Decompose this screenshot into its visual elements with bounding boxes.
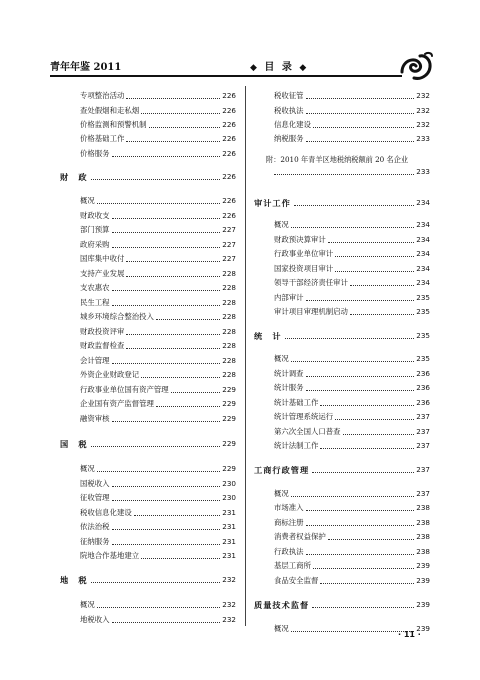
section-heading-text: 财 政 <box>60 172 88 182</box>
toc-entry <box>274 517 430 529</box>
dot-leader <box>285 338 415 339</box>
dot-leader <box>149 127 221 128</box>
entry-title: 统计管理系统运行 <box>274 412 334 421</box>
toc-entry <box>80 340 236 352</box>
toc-section-heading <box>254 330 430 342</box>
entry-title: 概况 <box>80 196 95 205</box>
dot-leader <box>320 583 414 584</box>
dot-leader <box>112 290 221 291</box>
entry-page-number: 227 <box>222 225 236 234</box>
section-title-block <box>250 58 308 73</box>
toc-entry <box>274 575 430 587</box>
entry-page-number: 234 <box>416 220 430 229</box>
dot-leader <box>112 622 221 623</box>
entry-page-number: 229 <box>222 464 236 473</box>
toc-entry <box>274 105 430 117</box>
entry-title: 信息化建设 <box>274 120 311 129</box>
toc-entry <box>80 253 236 265</box>
entry-title: 财政收支 <box>80 211 110 220</box>
toc-entry <box>80 463 236 475</box>
toc-section-heading <box>60 171 236 183</box>
toc-section-heading <box>254 464 430 476</box>
dot-leader <box>291 227 414 228</box>
entry-title: 价格基础工作 <box>80 134 125 143</box>
dot-leader <box>156 406 220 407</box>
entry-title: 纳税服务 <box>274 134 304 143</box>
dot-leader <box>350 285 414 286</box>
toc-entry <box>80 90 236 102</box>
dot-leader <box>112 421 221 422</box>
toc-entry <box>80 413 236 425</box>
entry-title: 院地合作基地建立 <box>80 551 140 560</box>
entry-title: 财政监督检查 <box>80 341 125 350</box>
entry-title: 统计服务 <box>274 383 304 392</box>
entry-title: 市场准入 <box>274 503 304 512</box>
toc-entry <box>80 119 236 131</box>
entry-page-number: 232 <box>416 106 430 115</box>
entry-page-number: 228 <box>222 269 236 278</box>
toc-entry <box>80 195 236 207</box>
entry-title: 地税收入 <box>80 615 110 624</box>
entry-title: 审计项目审理机制启动 <box>274 307 348 316</box>
entry-title: 民生工程 <box>80 298 110 307</box>
dot-leader <box>328 242 415 243</box>
dot-leader <box>97 471 220 472</box>
toc-entry <box>80 355 236 367</box>
section-heading-text: 统 计 <box>254 331 282 341</box>
entry-title: 企业国有资产监督管理 <box>80 399 154 408</box>
entry-page-number: 239 <box>416 561 430 570</box>
dot-leader <box>156 319 220 320</box>
entry-title: 财政预决算审计 <box>274 235 326 244</box>
toc-entry <box>80 210 236 222</box>
toc-entry <box>80 239 236 251</box>
dot-leader <box>97 203 220 204</box>
dot-leader <box>274 174 414 175</box>
dot-leader <box>328 539 415 540</box>
toc-entry <box>80 297 236 309</box>
column-divider <box>245 86 246 626</box>
entry-page-number: 228 <box>222 298 236 307</box>
entry-page-number: 234 <box>416 264 430 273</box>
entry-page-number: 238 <box>416 532 430 541</box>
dot-leader <box>126 98 220 99</box>
dot-leader <box>141 558 220 559</box>
dot-leader <box>313 127 414 128</box>
entry-title: 政府采购 <box>80 240 110 249</box>
toc-entry <box>80 536 236 548</box>
dot-leader <box>112 156 221 157</box>
dot-leader <box>306 376 415 377</box>
entry-page-number: 231 <box>222 508 236 517</box>
dot-leader <box>126 261 220 262</box>
entry-title: 征纳服务 <box>80 537 110 546</box>
dot-leader <box>343 434 415 435</box>
dot-leader <box>126 348 220 349</box>
dot-leader <box>335 271 414 272</box>
section-heading-text: 审计工作 <box>254 198 291 208</box>
section-page-number: 229 <box>222 439 236 448</box>
entry-title: 概况 <box>274 354 289 363</box>
entry-page-number: 239 <box>416 624 430 633</box>
entry-title: 征收管理 <box>80 493 110 502</box>
entry-title: 税收执法 <box>274 106 304 115</box>
dot-leader <box>306 113 415 114</box>
toc-entry <box>80 521 236 533</box>
entry-page-number: 229 <box>222 399 236 408</box>
dot-leader <box>91 179 221 180</box>
dot-leader <box>112 500 221 501</box>
entry-page-number: 238 <box>416 503 430 512</box>
entry-title: 消费者权益保护 <box>274 532 326 541</box>
entry-title: 部门预算 <box>80 225 110 234</box>
dot-leader <box>291 361 414 362</box>
dot-leader <box>112 232 221 233</box>
entry-page-number: 231 <box>222 537 236 546</box>
entry-page-number: 228 <box>222 356 236 365</box>
dot-leader <box>171 392 221 393</box>
entry-page-number: 232 <box>416 120 430 129</box>
entry-title: 财政投资评审 <box>80 327 125 336</box>
section-page-number: 239 <box>416 600 430 609</box>
header-rule <box>50 75 402 77</box>
page-number: · 11 · <box>398 630 421 639</box>
entry-title: 支持产业发展 <box>80 269 125 278</box>
toc-entry <box>80 224 236 236</box>
entry-page-number: 229 <box>222 385 236 394</box>
toc-entry <box>274 546 430 558</box>
book-title: 青年年鉴 2011 <box>50 62 122 73</box>
diamond-right-icon: ◆ <box>299 63 309 73</box>
entry-title: 统计基础工作 <box>274 398 319 407</box>
dot-leader <box>112 305 221 306</box>
entry-page-number: 230 <box>222 493 236 502</box>
entry-page-number: 226 <box>222 91 236 100</box>
toc-entry <box>274 560 430 572</box>
dot-leader <box>350 314 414 315</box>
entry-page-number: 234 <box>416 235 430 244</box>
entry-title: 价格监测和预警机制 <box>80 120 147 129</box>
dot-leader <box>97 607 220 608</box>
toc-entry <box>80 492 236 504</box>
dot-leader <box>91 446 221 447</box>
entry-title: 城乡环境综合整治投入 <box>80 312 154 321</box>
toc-entry <box>274 277 430 289</box>
toc-entry <box>274 382 430 394</box>
entry-page-number: 226 <box>222 196 236 205</box>
dot-leader <box>112 247 221 248</box>
toc-entry <box>274 502 430 514</box>
toc-entry <box>274 119 430 131</box>
dot-leader <box>312 472 414 473</box>
entry-page-number: 226 <box>222 120 236 129</box>
entry-title: 第六次全国人口普查 <box>274 427 341 436</box>
entry-page-number: 236 <box>416 383 430 392</box>
entry-page-number: 236 <box>416 398 430 407</box>
entry-page-number: 232 <box>416 91 430 100</box>
entry-title: 专项整治活动 <box>80 91 125 100</box>
section-heading-text: 工商行政管理 <box>254 465 310 475</box>
toc-entry <box>80 105 236 117</box>
entry-page-number: 228 <box>222 370 236 379</box>
dot-leader <box>126 334 220 335</box>
entry-page-number: 231 <box>222 551 236 560</box>
section-page-number: 237 <box>416 465 430 474</box>
dot-leader <box>126 141 220 142</box>
toc-entry <box>274 219 430 231</box>
toc-appendix-note <box>266 154 430 178</box>
entry-title: 统计调查 <box>274 369 304 378</box>
section-page-number: 226 <box>222 172 236 181</box>
section-page-number: 234 <box>416 198 430 207</box>
appendix-note-text: 附：2010 年青羊区地税纳税额前 20 名企业 <box>266 155 409 164</box>
entry-page-number: 226 <box>222 211 236 220</box>
entry-page-number: 235 <box>416 293 430 302</box>
entry-page-number: 230 <box>222 479 236 488</box>
entry-title: 基层工商所 <box>274 561 311 570</box>
section-page-number: 235 <box>416 331 430 340</box>
section-heading-text: 国 税 <box>60 439 88 449</box>
toc-entry <box>274 90 430 102</box>
entry-title: 税收征管 <box>274 91 304 100</box>
toc-entry <box>274 234 430 246</box>
entry-page-number: 228 <box>222 327 236 336</box>
entry-page-number: 229 <box>222 414 236 423</box>
toc-entry <box>80 326 236 338</box>
swirl-logo-icon <box>398 50 434 84</box>
toc-entry <box>274 411 430 423</box>
toc-entry <box>80 599 236 611</box>
dot-leader <box>112 529 221 530</box>
toc-entry <box>274 353 430 365</box>
toc-entry <box>80 311 236 323</box>
entry-page-number: 228 <box>222 283 236 292</box>
entry-page-number: 236 <box>416 369 430 378</box>
dot-leader <box>335 419 414 420</box>
dot-leader <box>112 486 221 487</box>
entry-title: 行政执法 <box>274 547 304 556</box>
toc-entry <box>80 148 236 160</box>
entry-title: 概况 <box>274 220 289 229</box>
entry-page-number: 237 <box>416 427 430 436</box>
entry-page-number: 231 <box>222 522 236 531</box>
toc-entry <box>274 440 430 452</box>
diamond-left-icon: ◆ <box>250 63 259 73</box>
entry-title: 依法治税 <box>80 522 110 531</box>
dot-leader <box>320 448 414 449</box>
toc-entry <box>80 478 236 490</box>
toc-entry <box>80 282 236 294</box>
entry-title: 国库集中收付 <box>80 254 125 263</box>
entry-page-number: 233 <box>416 134 430 143</box>
toc-section-heading <box>254 197 430 209</box>
entry-page-number: 237 <box>416 489 430 498</box>
appendix-page-number: 233 <box>416 167 430 176</box>
dot-leader <box>141 377 220 378</box>
entry-page-number: 234 <box>416 278 430 287</box>
section-title: 目 录 <box>264 62 294 73</box>
toc-entry <box>80 133 236 145</box>
entry-title: 国税收入 <box>80 479 110 488</box>
section-page-number: 232 <box>222 575 236 584</box>
toc-entry <box>80 398 236 410</box>
dot-leader <box>306 525 415 526</box>
entry-title: 领导干部经济责任审计 <box>274 278 348 287</box>
dot-leader <box>294 205 415 206</box>
dot-leader <box>91 582 221 583</box>
entry-page-number: 235 <box>416 354 430 363</box>
entry-title: 价格服务 <box>80 149 110 158</box>
dot-leader <box>306 390 415 391</box>
entry-title: 概况 <box>80 600 95 609</box>
dot-leader <box>306 300 415 301</box>
toc-entry <box>274 263 430 275</box>
toc-entry <box>274 426 430 438</box>
entry-title: 概况 <box>274 489 289 498</box>
toc-entry <box>80 369 236 381</box>
entry-title: 行政事业单位审计 <box>274 249 334 258</box>
toc-entry <box>274 306 430 318</box>
dot-leader <box>335 256 414 257</box>
entry-page-number: 237 <box>416 441 430 450</box>
toc-section-heading <box>60 574 236 586</box>
toc-entry <box>274 531 430 543</box>
dot-leader <box>306 554 415 555</box>
dot-leader <box>141 113 220 114</box>
dot-leader <box>112 544 221 545</box>
toc-entry <box>80 614 236 626</box>
dot-leader <box>291 496 414 497</box>
entry-title: 会计管理 <box>80 356 110 365</box>
entry-title: 概况 <box>274 624 289 633</box>
entry-page-number: 239 <box>416 576 430 585</box>
dot-leader <box>112 218 221 219</box>
entry-title: 行政事业单位国有资产管理 <box>80 385 169 394</box>
entry-page-number: 227 <box>222 254 236 263</box>
entry-page-number: 227 <box>222 240 236 249</box>
entry-title: 食品安全监督 <box>274 576 319 585</box>
entry-page-number: 228 <box>222 312 236 321</box>
dot-leader <box>306 98 415 99</box>
toc-entry <box>80 550 236 562</box>
entry-page-number: 226 <box>222 134 236 143</box>
dot-leader <box>291 631 414 632</box>
entry-page-number: 226 <box>222 149 236 158</box>
entry-title: 外资企业财政登记 <box>80 370 140 379</box>
dot-leader <box>306 141 415 142</box>
toc-entry <box>80 507 236 519</box>
entry-title: 融资审核 <box>80 414 110 423</box>
entry-page-number: 232 <box>222 600 236 609</box>
toc-entry <box>274 397 430 409</box>
toc-entry <box>80 384 236 396</box>
entry-title: 商标注册 <box>274 518 304 527</box>
running-header <box>50 58 426 74</box>
entry-title: 统计法制工作 <box>274 441 319 450</box>
dot-leader <box>112 363 221 364</box>
toc-entry <box>80 268 236 280</box>
entry-title: 查处假烟和走私烟 <box>80 106 140 115</box>
toc-entry <box>274 488 430 500</box>
entry-page-number: 226 <box>222 106 236 115</box>
dot-leader <box>306 510 415 511</box>
section-heading-text: 质量技术监督 <box>254 600 310 610</box>
entry-page-number: 234 <box>416 249 430 258</box>
dot-leader <box>134 515 221 516</box>
toc-entry <box>274 133 430 145</box>
dot-leader <box>320 405 414 406</box>
entry-title: 内部审计 <box>274 293 304 302</box>
entry-page-number: 235 <box>416 307 430 316</box>
dot-leader <box>126 276 220 277</box>
section-heading-text: 地 税 <box>60 575 88 585</box>
entry-title: 税收信息化建设 <box>80 508 132 517</box>
toc-section-heading <box>254 599 430 611</box>
entry-title: 国家投资项目审计 <box>274 264 334 273</box>
entry-page-number: 238 <box>416 518 430 527</box>
toc-entry <box>274 292 430 304</box>
entry-title: 概况 <box>80 464 95 473</box>
toc-entry <box>274 368 430 380</box>
entry-page-number: 237 <box>416 412 430 421</box>
toc-section-heading <box>60 438 236 450</box>
dot-leader <box>312 607 414 608</box>
dot-leader <box>313 568 414 569</box>
toc-entry <box>274 248 430 260</box>
entry-page-number: 238 <box>416 547 430 556</box>
entry-page-number: 228 <box>222 341 236 350</box>
entry-title: 支农惠农 <box>80 283 110 292</box>
entry-page-number: 232 <box>222 615 236 624</box>
